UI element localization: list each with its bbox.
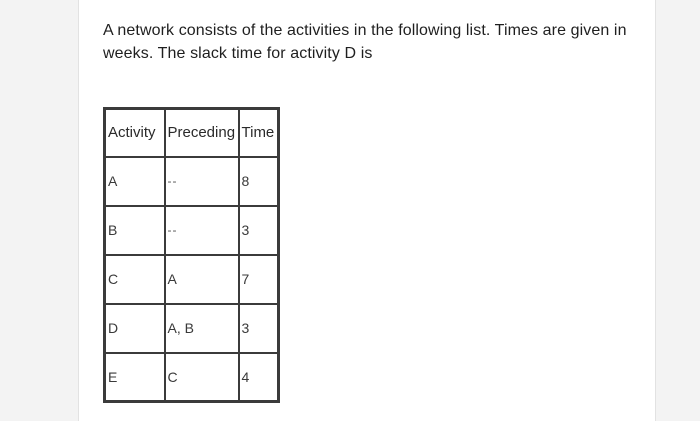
- table-row: [105, 353, 279, 402]
- cell-time: 7: [239, 255, 279, 304]
- cell-preceding: A, B: [165, 304, 239, 353]
- cell-activity: C: [105, 255, 165, 304]
- cell-time: 4: [239, 353, 279, 402]
- question-text: A network consists of the activities in the following list. Times are given in weeks. The slack time for activity D is: [103, 22, 627, 62]
- cell-time: 3: [239, 206, 279, 255]
- table-row: [105, 255, 279, 304]
- cell-time: 8: [239, 157, 279, 206]
- table-row: [105, 304, 279, 353]
- table-row: [105, 157, 279, 206]
- cell-preceding: A: [165, 255, 239, 304]
- header-time: Time: [239, 109, 279, 157]
- cell-time: 3: [239, 304, 279, 353]
- table-row: [105, 206, 279, 255]
- activity-table: [103, 107, 280, 403]
- table-header-row: [105, 109, 279, 157]
- cell-activity: A: [105, 157, 165, 206]
- cell-preceding: --: [165, 206, 239, 255]
- cell-activity: B: [105, 206, 165, 255]
- header-activity: Activity: [105, 109, 165, 157]
- header-preceding: Preceding: [165, 109, 239, 157]
- cell-activity: D: [105, 304, 165, 353]
- cell-activity: E: [105, 353, 165, 402]
- cell-preceding: --: [165, 157, 239, 206]
- cell-preceding: C: [165, 353, 239, 402]
